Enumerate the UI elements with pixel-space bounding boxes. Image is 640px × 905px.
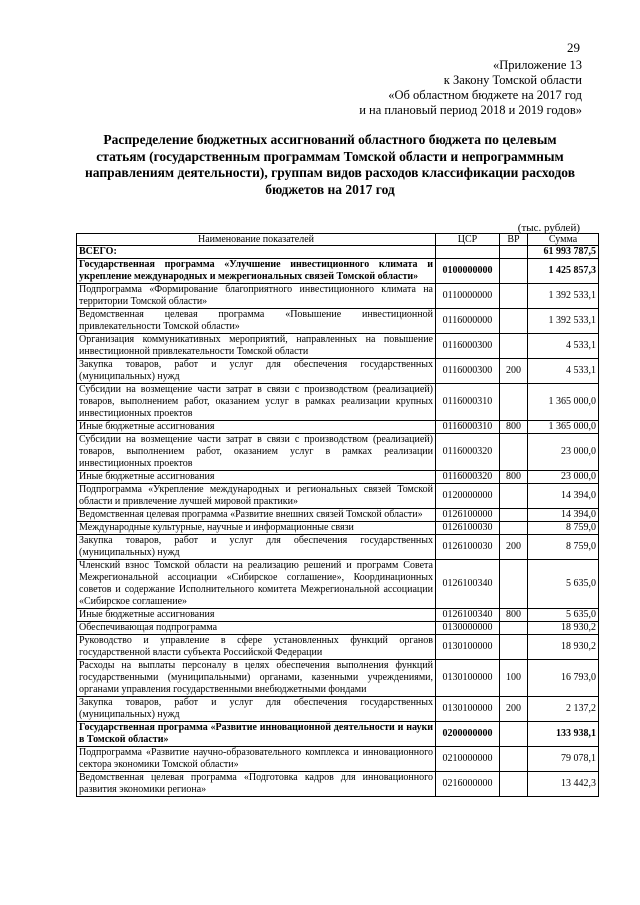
cell-name: Членский взнос Томской области на реализацию решений и программ Совета Межрегиональной ассоциации «Сибирское соглашение», Координационных советов и содержание Исполнительного комитета Межрегиональной ассоциации «Сибирское соглашение» <box>77 560 436 609</box>
cell-csr: 0116000320 <box>436 434 500 471</box>
cell-csr: 0126100030 <box>436 522 500 535</box>
cell-csr: 0210000000 <box>436 747 500 772</box>
cell-csr: 0216000000 <box>436 772 500 797</box>
cell-csr: 0116000320 <box>436 471 500 484</box>
table-row <box>77 522 599 535</box>
cell-name: ВСЕГО: <box>77 246 436 259</box>
cell-sum: 14 394,0 <box>528 484 599 509</box>
cell-vr <box>500 772 528 797</box>
cell-vr: 800 <box>500 471 528 484</box>
cell-sum: 61 993 787,5 <box>528 246 599 259</box>
table-row <box>77 609 599 622</box>
cell-vr <box>500 384 528 421</box>
table-row <box>77 309 599 334</box>
cell-csr: 0126100340 <box>436 560 500 609</box>
appendix-line: и на плановый период 2018 и 2019 годов» <box>359 103 582 117</box>
cell-csr: 0110000000 <box>436 284 500 309</box>
cell-sum: 13 442,3 <box>528 772 599 797</box>
cell-name: Расходы на выплаты персоналу в целях обеспечения выполнения функций государственными (муниципальными) органами, казенными учреждениями, органами управления государственными внебюджетными фондами <box>77 660 436 697</box>
budget-table <box>76 233 599 797</box>
cell-sum: 1 392 533,1 <box>528 284 599 309</box>
cell-vr <box>500 522 528 535</box>
cell-name: Иные бюджетные ассигнования <box>77 421 436 434</box>
cell-sum: 5 635,0 <box>528 609 599 622</box>
table-row <box>77 484 599 509</box>
cell-name: Руководство и управление в сфере установленных функций органов государственной власти субъекта Российской Федерации <box>77 635 436 660</box>
header-name: Наименование показателей <box>77 234 436 246</box>
cell-vr <box>500 509 528 522</box>
cell-name: Ведомственная целевая программа «Подготовка кадров для инновационного развития экономики региона» <box>77 772 436 797</box>
table-row <box>77 635 599 660</box>
table-row <box>77 359 599 384</box>
cell-name: Подпрограмма «Формирование благоприятного инвестиционного климата на территории Томской области» <box>77 284 436 309</box>
cell-vr <box>500 434 528 471</box>
table-row <box>77 660 599 697</box>
cell-csr: 0130000000 <box>436 622 500 635</box>
cell-csr: 0116000310 <box>436 384 500 421</box>
table-row <box>77 622 599 635</box>
cell-csr: 0126100000 <box>436 509 500 522</box>
cell-sum: 16 793,0 <box>528 660 599 697</box>
cell-sum: 1 365 000,0 <box>528 421 599 434</box>
cell-name: Субсидии на возмещение части затрат в связи с производством (реализацией) товаров, выполнением работ, оказанием услуг в рамках реализации инвестиционных проектов <box>77 434 436 471</box>
appendix-line: «Приложение 13 <box>493 58 582 72</box>
cell-sum: 133 938,1 <box>528 722 599 747</box>
cell-csr: 0116000300 <box>436 359 500 384</box>
cell-sum: 8 759,0 <box>528 522 599 535</box>
cell-name: Субсидии на возмещение части затрат в связи с производством (реализацией) товаров, выполнением работ, оказанием услуг в рамках реализации крупных инвестиционных проектов <box>77 384 436 421</box>
cell-sum: 23 000,0 <box>528 434 599 471</box>
cell-name: Ведомственная целевая программа «Повышение инвестиционной привлекательности Томской области» <box>77 309 436 334</box>
cell-name: Иные бюджетные ассигнования <box>77 471 436 484</box>
cell-csr <box>436 246 500 259</box>
cell-name: Подпрограмма «Укрепление международных и региональных связей Томской области и привлечение лучшей мировой практики» <box>77 484 436 509</box>
table-row <box>77 421 599 434</box>
cell-name: Ведомственная целевая программа «Развитие внешних связей Томской области» <box>77 509 436 522</box>
table-row <box>77 772 599 797</box>
table-header-row <box>77 234 599 246</box>
cell-vr: 200 <box>500 697 528 722</box>
header-csr: ЦСР <box>436 234 500 246</box>
cell-csr: 0130100000 <box>436 635 500 660</box>
table-row <box>77 384 599 421</box>
cell-vr: 800 <box>500 421 528 434</box>
table-row <box>77 259 599 284</box>
header-sum: Сумма <box>528 234 599 246</box>
cell-vr <box>500 722 528 747</box>
cell-vr <box>500 635 528 660</box>
cell-name: Иные бюджетные ассигнования <box>77 609 436 622</box>
cell-vr: 200 <box>500 535 528 560</box>
table-row <box>77 722 599 747</box>
cell-vr <box>500 484 528 509</box>
cell-name: Международные культурные, научные и информационные связи <box>77 522 436 535</box>
table-row <box>77 471 599 484</box>
table-row <box>77 560 599 609</box>
cell-vr <box>500 334 528 359</box>
cell-csr: 0100000000 <box>436 259 500 284</box>
cell-name: Закупка товаров, работ и услуг для обеспечения государственных (муниципальных) нужд <box>77 359 436 384</box>
cell-csr: 0116000310 <box>436 421 500 434</box>
appendix-line: «Об областном бюджете на 2017 год <box>388 88 582 102</box>
cell-sum: 14 394,0 <box>528 509 599 522</box>
cell-vr: 100 <box>500 660 528 697</box>
cell-csr: 0116000300 <box>436 334 500 359</box>
cell-vr <box>500 246 528 259</box>
table-row <box>77 509 599 522</box>
cell-sum: 79 078,1 <box>528 747 599 772</box>
table-row <box>77 334 599 359</box>
table-row <box>77 246 599 259</box>
appendix-line: к Закону Томской области <box>443 73 582 87</box>
cell-vr <box>500 309 528 334</box>
cell-sum: 2 137,2 <box>528 697 599 722</box>
cell-csr: 0200000000 <box>436 722 500 747</box>
units-label: (тыс. рублей) <box>517 222 580 234</box>
table-row <box>77 747 599 772</box>
cell-sum: 18 930,2 <box>528 622 599 635</box>
cell-csr: 0126100030 <box>436 535 500 560</box>
cell-csr: 0120000000 <box>436 484 500 509</box>
document-title: Распределение бюджетных ассигнований областного бюджета по целевым статьям (государственным программам Томской области и непрограммным направлениям деятельности), группам видов расходов классификации расходов бюджетов на 2017 год <box>85 132 575 197</box>
cell-name: Организация коммуникативных мероприятий, направленных на повышение инвестиционной привлекательности Томской области <box>77 334 436 359</box>
cell-sum: 1 392 533,1 <box>528 309 599 334</box>
appendix-header <box>359 58 582 118</box>
header-vr: ВР <box>500 234 528 246</box>
cell-csr: 0116000000 <box>436 309 500 334</box>
table-row <box>77 697 599 722</box>
cell-name: Закупка товаров, работ и услуг для обеспечения государственных (муниципальных) нужд <box>77 697 436 722</box>
cell-vr <box>500 560 528 609</box>
cell-sum: 8 759,0 <box>528 535 599 560</box>
cell-csr: 0130100000 <box>436 660 500 697</box>
cell-name: Государственная программа «Улучшение инвестиционного климата и укрепление международных и межрегиональных связей Томской области» <box>77 259 436 284</box>
cell-csr: 0126100340 <box>436 609 500 622</box>
cell-sum: 4 533,1 <box>528 359 599 384</box>
cell-vr <box>500 747 528 772</box>
table-row <box>77 284 599 309</box>
cell-name: Обеспечивающая подпрограмма <box>77 622 436 635</box>
cell-vr <box>500 259 528 284</box>
cell-vr <box>500 284 528 309</box>
cell-sum: 1 425 857,3 <box>528 259 599 284</box>
cell-csr: 0130100000 <box>436 697 500 722</box>
page-number: 29 <box>567 40 580 55</box>
table-row <box>77 434 599 471</box>
cell-sum: 23 000,0 <box>528 471 599 484</box>
cell-sum: 4 533,1 <box>528 334 599 359</box>
cell-vr <box>500 622 528 635</box>
cell-vr: 200 <box>500 359 528 384</box>
cell-name: Государственная программа «Развитие инновационной деятельности и науки в Томской области» <box>77 722 436 747</box>
cell-name: Подпрограмма «Развитие научно-образовательного комплекса и инновационного сектора экономики Томской области» <box>77 747 436 772</box>
cell-sum: 18 930,2 <box>528 635 599 660</box>
cell-sum: 5 635,0 <box>528 560 599 609</box>
cell-vr: 800 <box>500 609 528 622</box>
table-row <box>77 535 599 560</box>
cell-name: Закупка товаров, работ и услуг для обеспечения государственных (муниципальных) нужд <box>77 535 436 560</box>
cell-sum: 1 365 000,0 <box>528 384 599 421</box>
